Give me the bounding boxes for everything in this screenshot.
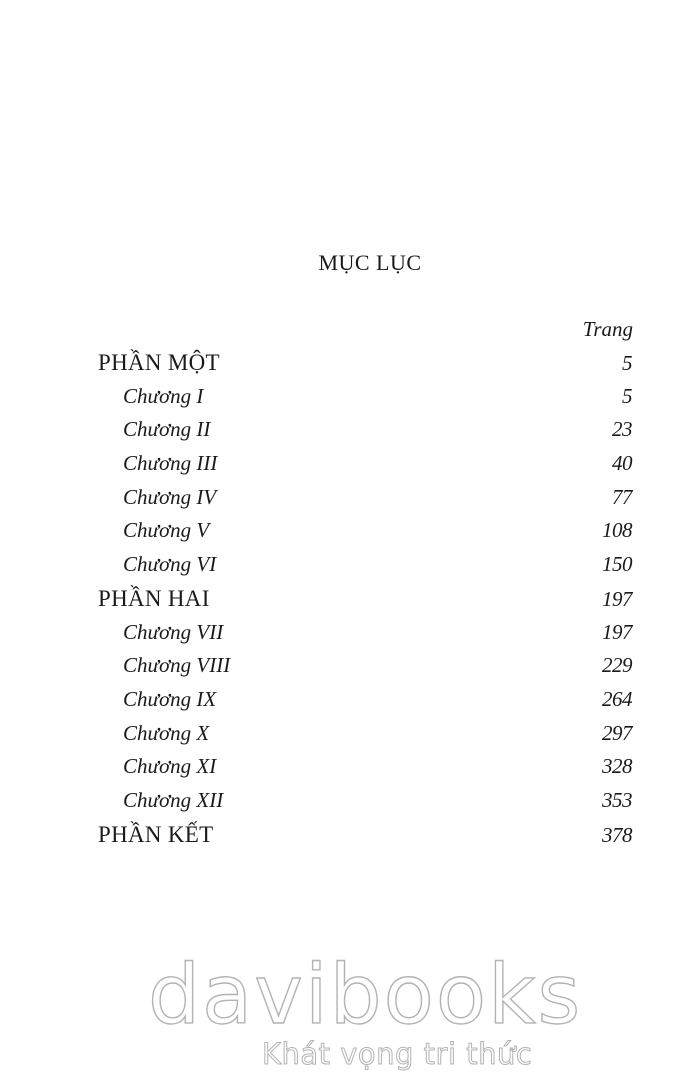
toc-entry-page: 264 bbox=[602, 686, 632, 711]
toc-title: MỤC LỤC bbox=[318, 250, 422, 275]
toc-entry-chapter-6 bbox=[98, 548, 632, 582]
toc-entry-page: 378 bbox=[602, 822, 632, 847]
toc-entry-page: 197 bbox=[602, 586, 632, 611]
toc-entry-label: Chương V bbox=[123, 518, 210, 543]
toc-entry-chapter-5 bbox=[98, 514, 632, 548]
toc-entry-chapter-2 bbox=[98, 413, 632, 447]
toc-entry-epilogue bbox=[98, 818, 632, 852]
toc-entry-chapter-8 bbox=[98, 649, 632, 683]
toc-entry-page: 77 bbox=[612, 484, 632, 509]
toc-entry-label: Chương IV bbox=[123, 484, 217, 509]
watermark-brand: davibooks bbox=[148, 948, 583, 1043]
toc-entry-label: PHẦN HAI bbox=[98, 585, 210, 611]
toc-entry-page: 297 bbox=[602, 720, 632, 745]
watermark-tagline: Khát vọng tri thức bbox=[262, 1037, 533, 1071]
toc-entry-part-two bbox=[98, 582, 632, 616]
toc-entry-page: 197 bbox=[602, 619, 632, 644]
toc-entry-chapter-4 bbox=[98, 481, 632, 515]
toc-entry-label: Chương VIII bbox=[123, 653, 231, 678]
toc-entry-label: Chương XII bbox=[123, 787, 224, 812]
toc-entry-label: Chương VI bbox=[123, 552, 217, 577]
toc-list bbox=[98, 346, 632, 851]
toc-entry-page: 40 bbox=[612, 451, 632, 476]
toc-entry-part-one bbox=[98, 346, 632, 380]
toc-entry-label: Chương II bbox=[123, 417, 211, 442]
toc-entry-page: 23 bbox=[612, 417, 632, 442]
toc-entry-label: PHẦN KẾT bbox=[98, 821, 214, 847]
toc-entry-label: Chương III bbox=[123, 451, 218, 476]
toc-entry-page: 108 bbox=[602, 518, 632, 543]
toc-entry-page: 229 bbox=[602, 653, 632, 678]
toc-entry-label: PHẦN MỘT bbox=[98, 350, 220, 375]
toc-entry-label: Chương XI bbox=[123, 754, 217, 779]
toc-entry-chapter-3 bbox=[98, 447, 632, 481]
toc-entry-label: Chương VII bbox=[123, 619, 224, 644]
toc-entry-chapter-9 bbox=[98, 683, 632, 717]
toc-entry-label: Chương IX bbox=[123, 686, 217, 711]
toc-entry-label: Chương I bbox=[123, 383, 204, 408]
toc-entry-page: 328 bbox=[602, 754, 632, 779]
toc-entry-page: 150 bbox=[602, 552, 632, 577]
toc-entry-page: 5 bbox=[622, 351, 632, 375]
toc-entry-chapter-12 bbox=[98, 784, 632, 818]
toc-entry-label: Chương X bbox=[123, 720, 210, 745]
toc-entry-chapter-1 bbox=[98, 380, 632, 414]
toc-entry-chapter-11 bbox=[98, 750, 632, 784]
toc-entry-chapter-10 bbox=[98, 717, 632, 751]
page-column-label: Trang bbox=[582, 317, 633, 341]
toc-entry-page: 353 bbox=[602, 787, 632, 812]
toc-entry-chapter-7 bbox=[98, 616, 632, 650]
toc-entry-page: 5 bbox=[622, 383, 632, 408]
